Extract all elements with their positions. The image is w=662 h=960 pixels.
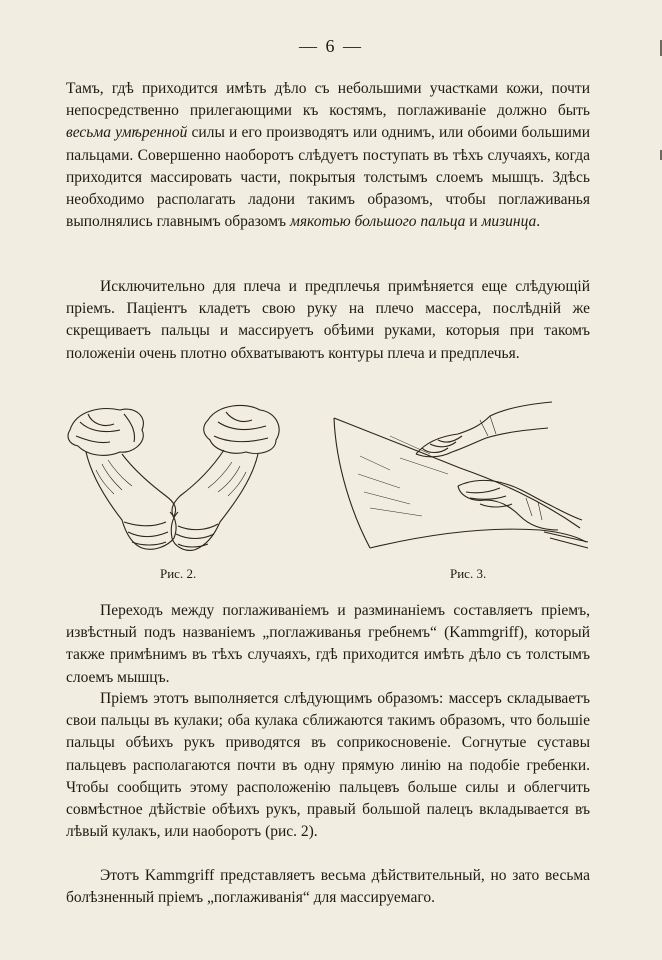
figure-3-caption: Рис. 3. [450,566,487,581]
paragraph-5: Этотъ Kammgriff представляетъ весьма дѣйствительный, но зато весьма болѣзненный пріемъ „поглаживанія“ для массируемаго. [66,867,590,907]
paragraph-1-text-b: силы и его производятъ или однимъ, или обоими большими пальцами. Совершенно наоборотъ слѣдуетъ поступать въ тѣхъ случаяхъ, когда приходится массировать части, покрытыя толстымъ слоемъ мышцъ. Здѣсь необходимо располагать ладони такимъ образомъ, чтобы поглаживанья выполнялись главнымъ образомъ [66,124,591,231]
paragraph-1-text-c: и [465,213,482,231]
figure-2-fists-illustration [62,400,284,560]
right-cuff [204,405,279,453]
paragraph-4: Пріемъ этотъ выполняется слѣдующимъ образомъ: массеръ складываетъ свои пальцы въ кулаки; оба кулака сближаются такимъ образомъ, что большіе пальцы обѣихъ рукъ приводятся въ соприкосновеніе. Согнутые суставы пальцевъ располагаются почти въ одну прямую линію на подобіе гребенки. Чтобы сообщить этому расположенію пальцевъ больше силы и облегчить совмѣстное дѣйствіе обѣихъ рукъ, правый большой палецъ вкладывается въ лѣвый кулакъ, или наоборотъ (рис. 2). [66,690,590,841]
paragraph-3: Переходъ между поглаживаніемъ и разминаніемъ составляетъ пріемъ, извѣстный подъ названіемъ „поглаживанья гребнемъ“ (Kammgriff), который также примѣнимъ въ тѣхъ случаяхъ, гдѣ приходится имѣть дѣло съ толстымъ слоемъ мышцъ. [66,602,590,686]
lower-masseur-hand [458,480,582,530]
figure-2-caption: Рис. 2. [160,566,197,581]
paragraph-1 [66,78,590,233]
upper-masseur-hand [416,402,552,457]
right-fist [171,450,258,550]
figure-3-arm-massage-illustration [330,396,592,560]
emphasis-thumb-pad: мякотью большого пальца [289,213,466,231]
paragraph-1-text-d: . [536,213,541,231]
left-fist [86,452,176,549]
left-cuff [68,409,143,456]
paragraph-2: Исключительно для плеча и предплечья примѣняется еще слѣдующій пріемъ. Паціентъ кладетъ свою руку на плечо массера, послѣдній же скрещиваетъ пальцы и массируетъ обѣими руками, которыя при такомъ положеніи очень плотно обхватываютъ контуры плеча и предплечья. [66,278,590,362]
emphasis-little-finger: мизинца [481,213,537,231]
paragraph-1-text-a: Тамъ, гдѣ приходится имѣть дѣло съ небольшими участками кожи, почти непосредственно прилегающими къ костямъ, поглаживаніе должно быть [66,80,590,120]
emphasis-moderate: весьма умѣренной [66,124,188,142]
page-number: — 6 — [299,36,363,56]
